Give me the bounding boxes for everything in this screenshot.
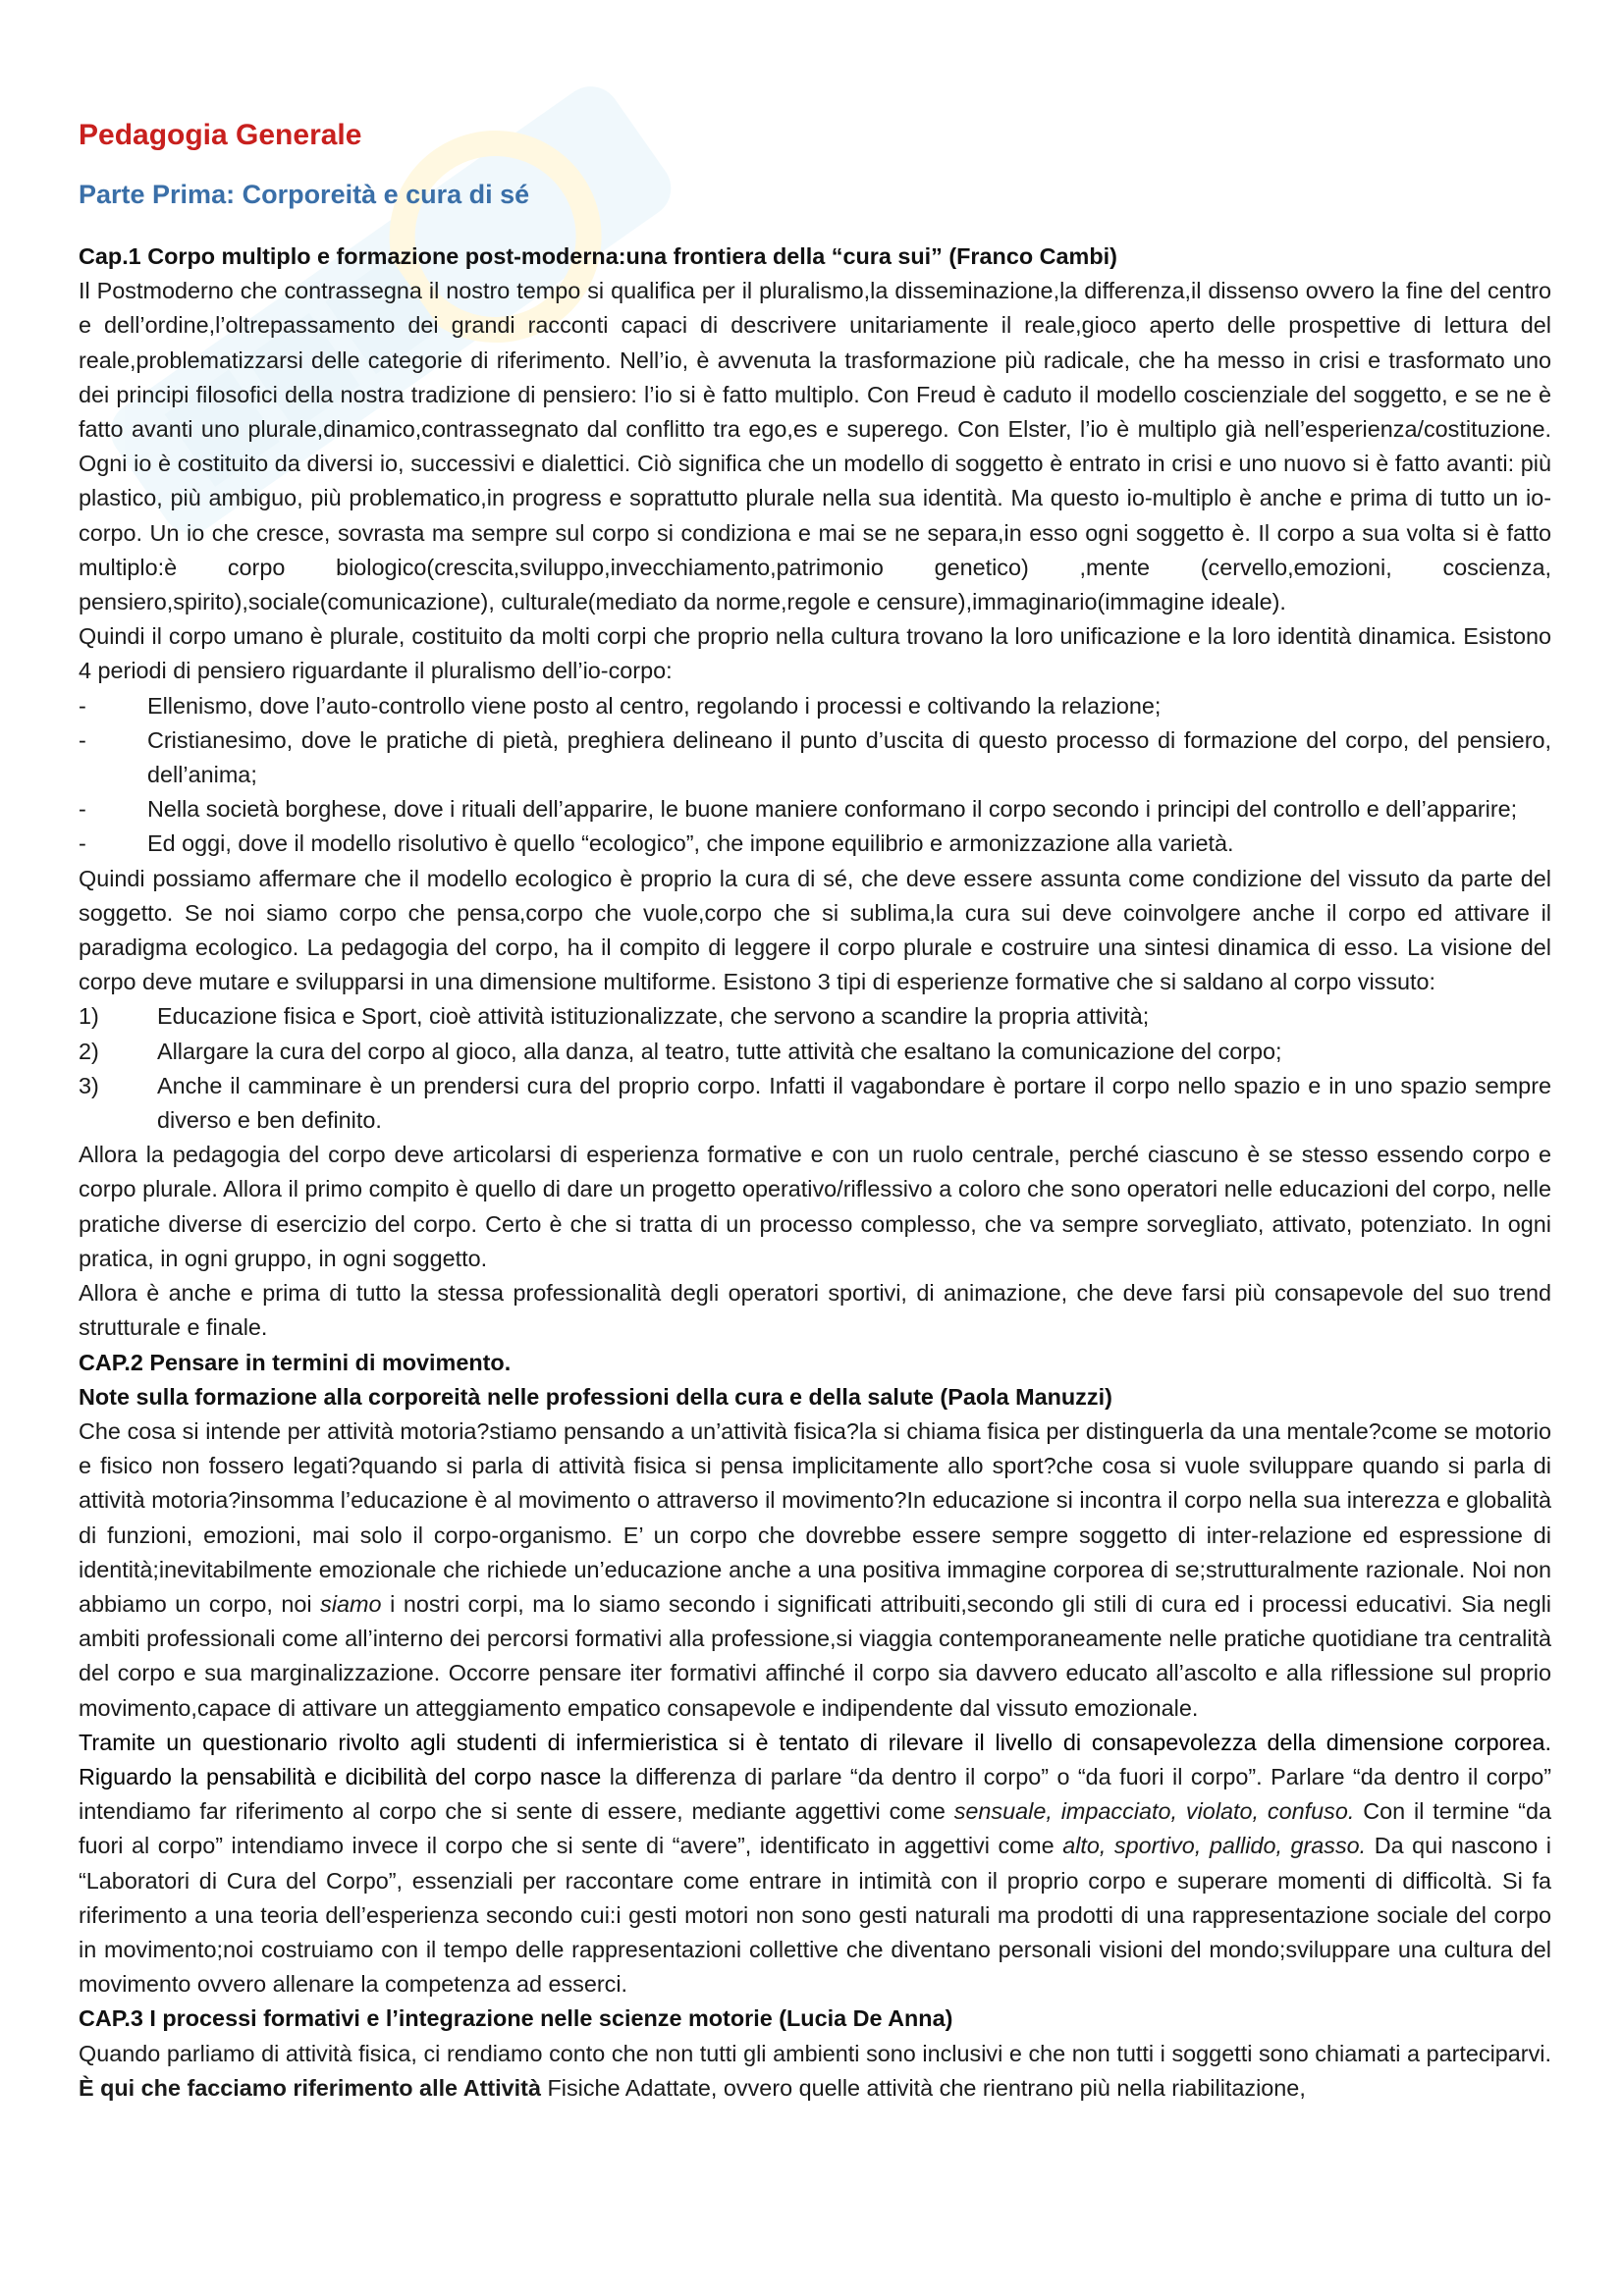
chapter-1-paragraph-1: Il Postmoderno che contrassegna il nostro tempo si qualifica per il pluralismo,la disseminazione,la differenza,il dissenso ovvero la fine del centro e dell’ordine,l’oltrepassamento dei grandi racconti capaci di descrivere unitariamente il reale,gioco aperto delle prospettive di lettura del reale,problematizzarsi delle categorie di riferimento. Nell’io, è avvenuta la trasformazione più radicale, che ha messo in crisi e trasformato uno dei principi filosofici della nostra tradizione di pensiero: l’io si è fatto multiplo. Con Freud è caduto il modello coscienziale del soggetto, e se ne è fatto avanti uno plurale,dinamico,contrassegnato dal conflitto tra ego,es e superego. Con Elster, l’io è multiplo già nell’esperienza/costituzione. Ogni io è costituito da diversi io, successivi e dialettici. Ciò significa che un modello di soggetto è entrato in crisi e uno nuovo si è fatto avanti: più plastico, più ambiguo, più problematico,in progress e soprattutto plurale nella sua identità. Ma questo io-multiplo è anche e prima di tutto un io-corpo. Un io che cresce, sovrasta ma sempre sul corpo si condiziona e mai se ne separa,in esso ogni soggetto è. Il corpo a sua volta si è fatto multiplo:è corpo biologico(crescita,sviluppo,invecchiamento,patrimonio genetico) ,mente (cervello,emozioni, coscienza, pensiero,spirito),sociale(comunicazione), culturale(mediato da norme,regole e censure),immaginario(immagine ideale).	[79, 278, 1551, 615]
list-item	[79, 792, 1551, 827]
chapter-1-paragraph-3: Quindi possiamo affermare che il modello ecologico è proprio la cura di sé, che deve essere assunta come condizione del vissuto da parte del soggetto. Se noi siamo corpo che pensa,corpo che vuole,corpo che si sublima,la cura sui deve coinvolgere anche il corpo ed attivare il paradigma ecologico. La pedagogia del corpo, ha il compito di leggere il corpo plurale e costruire una sintesi dinamica di esso. La visione del corpo deve mutare e svilupparsi in una dimensione multiforme. Esistono 3 tipi di esperienze formative che si saldano al corpo vissuto:	[79, 865, 1551, 995]
list-item	[79, 689, 1551, 723]
list-marker: -	[79, 830, 86, 857]
list-marker: -	[79, 796, 86, 823]
list-item	[79, 1035, 1551, 1069]
list-item-text: Nella società borghese, dove i rituali dell’apparire, le buone maniere conformano il corpo secondo i principi del controllo e dell’apparire;	[147, 796, 1518, 823]
chapter-2-paragraph-2	[79, 1726, 1551, 2002]
chapter-2-paragraph-1	[79, 1415, 1551, 1726]
list-item-text: Ed oggi, dove il modello risolutivo è quello “ecologico”, che impone equilibrio e armonizzazione alla varietà.	[147, 830, 1234, 857]
periods-list	[79, 689, 1551, 862]
text-run: Che cosa si intende per attività motoria?stiamo pensando a un’attività fisica?la si chiama fisica per distinguerla da una mentale?come se motorio e fisico non fossero legati?quando si parla di attività fisica si pensa implicitamente allo sport?che cosa si vuole sviluppare quando si parla di attività motoria?insomma l’educazione è al movimento o attraverso il movimento?In educazione si incontra il corpo nella sua interezza e globalità di funzioni, emozioni, mai solo il corpo-organismo. E’ un corpo che dovrebbe essere sempre soggetto di inter-relazione ed espressione di identità;inevitabilmente emozionale che richiede un’educazione anche a una positiva immagine corporea di se;strutturalmente razionale. Noi non abbiamo un corpo, noi	[79, 1417, 1551, 1617]
list-item-text: Ellenismo, dove l’auto-controllo viene posto al centro, regolando i processi e coltivando la relazione;	[147, 692, 1162, 719]
list-marker: 2)	[79, 1038, 99, 1064]
emphasis-run: alto, sportivo, pallido, grasso.	[1062, 1833, 1367, 1859]
emphasis-run: siamo	[320, 1590, 382, 1617]
chapter-3-heading: CAP.3 I processi formativi e l’integrazione nelle scienze motorie (Lucia De Anna)	[79, 2005, 953, 2032]
text-run: i nostri corpi, ma lo siamo secondo i significati attribuiti,secondo gli stili di cura ed i processi educativi. Sia negli ambiti professionali come all’interno dei percorsi formativi alla professione,si viaggia contemporaneamente nelle pratiche quotidiane tra centralità del corpo e sua marginalizzazione. Occorre pensare iter formativi affinché il corpo sia davvero educato all’ascolto e alla riflessione sul proprio movimento,capace di attivare un atteggiamento empatico consapevole e indipendente dal vissuto emozionale.	[79, 1590, 1551, 1721]
list-marker: -	[79, 726, 86, 753]
chapter-2-subheading: Note sulla formazione alla corporeità nelle professioni della cura e della salute (Paola Manuzzi)	[79, 1383, 1112, 1410]
list-item-text: Anche il camminare è un prendersi cura del proprio corpo. Infatti il vagabondare è portare il corpo nello spazio e in uno spazio sempre diverso e ben definito.	[157, 1072, 1551, 1134]
text-run: Fisiche Adattate, ovvero quelle attività che rientrano più nella riabilitazione,	[540, 2074, 1306, 2101]
experiences-list	[79, 999, 1551, 1138]
list-marker: 3)	[79, 1072, 99, 1098]
chapter-1-heading: Cap.1 Corpo multiplo e formazione post-moderna:una frontiera della “cura sui” (Franco Cambi)	[79, 243, 1117, 269]
list-marker: -	[79, 692, 86, 719]
text-run: la differenza di parlare “da dentro il corpo” o “da fuori il corpo”. Parlare “da dentro il corpo” intendiamo far riferimento al corpo che si sente di essere, mediante aggettivi come	[79, 1763, 1552, 1825]
text-run: Quando parliamo di attività fisica, ci rendiamo conto che non tutti gli ambienti sono inclusivi e che non tutti i soggetti sono chiamati a parteciparvi.	[79, 2040, 1551, 2066]
chapter-1-paragraph-2: Quindi il corpo umano è plurale, costituito da molti corpi che proprio nella cultura trovano la loro unificazione e la loro identità dinamica. Esistono 4 periodi di pensiero riguardante il pluralismo dell’io-corpo:	[79, 623, 1551, 684]
list-item-text: Educazione fisica e Sport, cioè attività istituzionalizzate, che servono a scandire la propria attività;	[157, 1003, 1150, 1030]
bold-run: È qui che facciamo riferimento alle Attività	[79, 2074, 541, 2101]
list-item-text: Cristianesimo, dove le pratiche di pietà, preghiera delineano il punto d’uscita di questo processo di formazione del corpo, del pensiero, dell’anima;	[147, 726, 1551, 788]
list-marker: 1)	[79, 1003, 99, 1030]
document-page	[79, 116, 1551, 2106]
text-run: Con il termine “da fuori al corpo” intendiamo invece il corpo che si sente di “avere”, identificato in aggettivi come	[79, 1798, 1551, 1859]
list-item	[79, 827, 1551, 861]
list-item-text: Allargare la cura del corpo al gioco, alla danza, al teatro, tutte attività che esaltano la comunicazione del corpo;	[157, 1038, 1282, 1064]
chapter-1-paragraph-4: Allora la pedagogia del corpo deve articolarsi di esperienza formative e con un ruolo centrale, perché ciascuno è se stesso essendo corpo e corpo plurale. Allora il primo compito è quello di dare un progetto operativo/riflessivo a coloro che sono operatori nelle educazioni del corpo, nelle pratiche diverse di esercizio del corpo. Certo è che si tratta di un processo complesso, che va sempre sorvegliato, attivato, potenziato. In ogni pratica, in ogni gruppo, in ogni soggetto.	[79, 1142, 1551, 1271]
chapter-2-heading: CAP.2 Pensare in termini di movimento.	[79, 1349, 512, 1375]
document-title: Pedagogia Generale	[79, 119, 362, 151]
part-title: Parte Prima: Corporeità e cura di sé	[79, 180, 530, 209]
emphasis-run: sensuale, impacciato, violato, confuso.	[953, 1798, 1355, 1825]
text-run: Da qui nascono i “Laboratori di Cura del Corpo”, essenziali per raccontare come entrare in intimità con il proprio corpo e superare momenti di difficoltà. Si fa riferimento a una teoria dell’esperienza secondo cui:i gesti motori non sono gesti naturali ma prodotti di una rappresentazione sociale del corpo in movimento;noi costruiamo con il tempo delle rappresentazioni collettive che diventano personali visioni del mondo;sviluppare una cultura del movimento ovvero allenare la competenza ad esserci.	[79, 1833, 1551, 1998]
list-item	[79, 1069, 1551, 1138]
text-run: Tramite un questionario rivolto agli studenti di infermieristica si è tentato di rilevare il livello di consapevolezza della dimensione corporea. Riguardo la pensabilità e dicibilità del corpo nasce	[79, 1729, 1551, 1789]
chapter-3-paragraph-1	[79, 2037, 1551, 2106]
list-item	[79, 999, 1551, 1034]
chapter-1-paragraph-5: Allora è anche e prima di tutto la stessa professionalità degli operatori sportivi, di animazione, che deve farsi più consapevole del suo trend strutturale e finale.	[79, 1280, 1551, 1341]
list-item	[79, 723, 1551, 792]
